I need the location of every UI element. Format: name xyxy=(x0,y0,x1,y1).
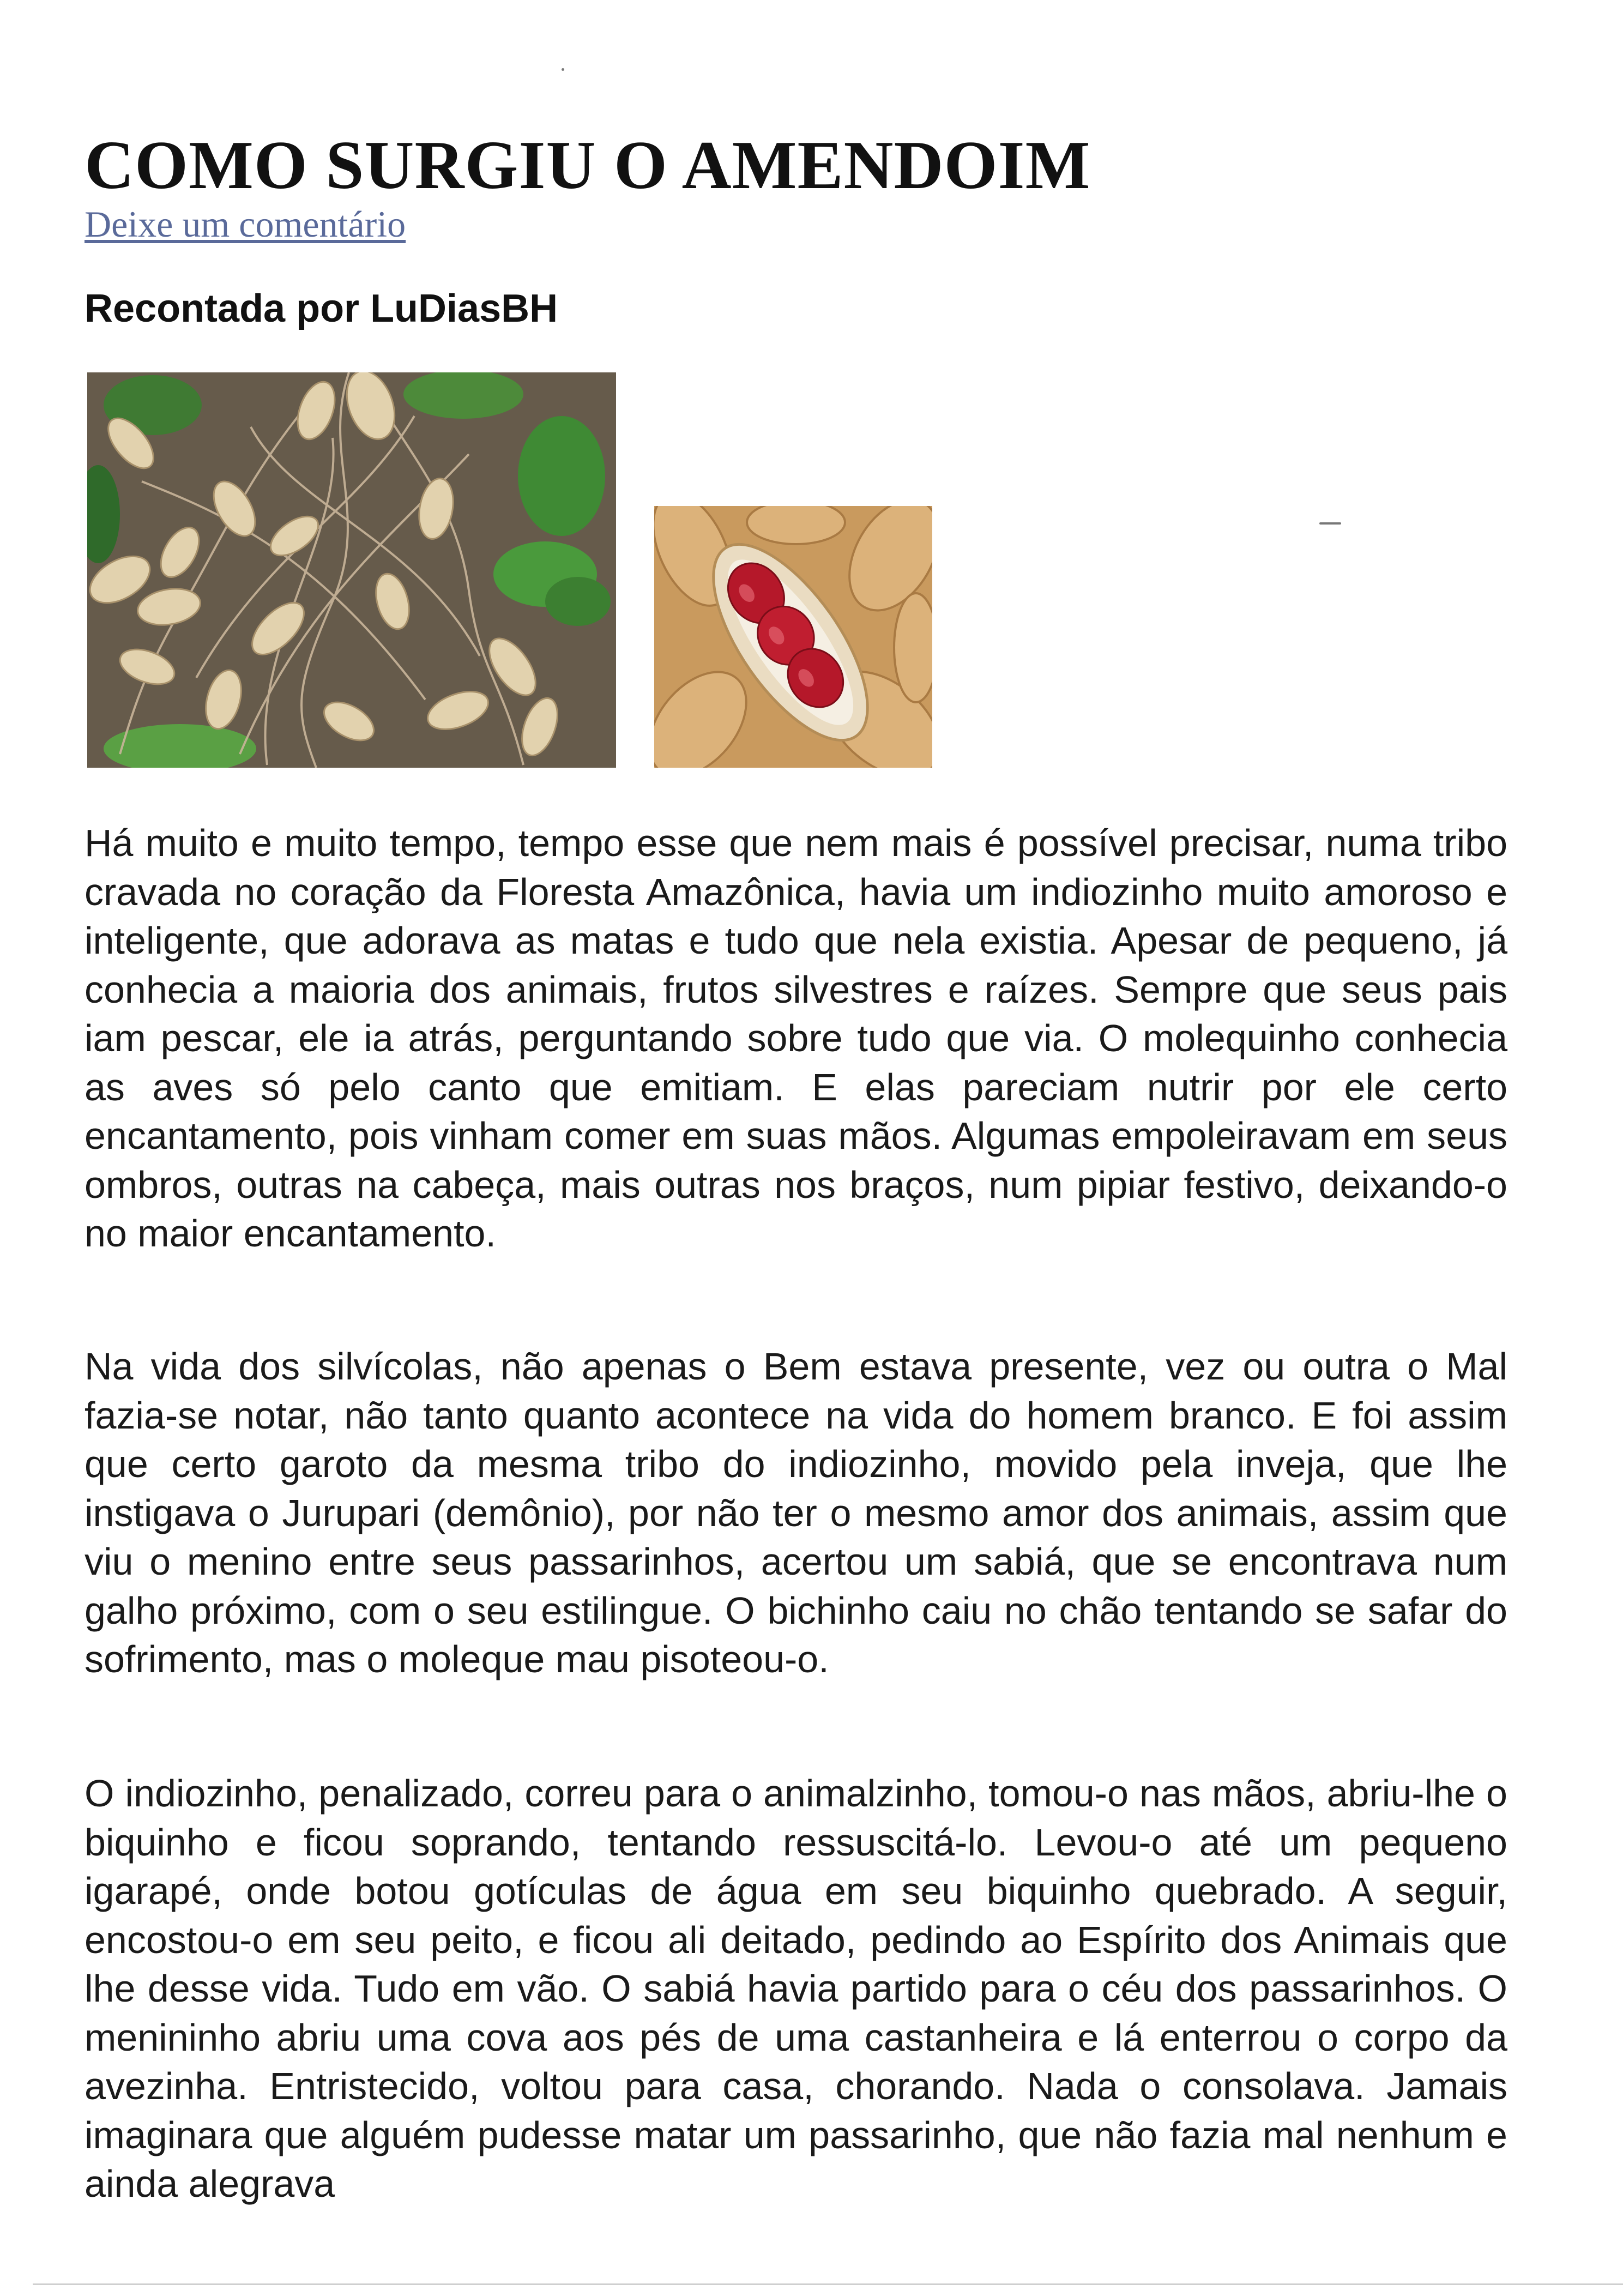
scan-mark xyxy=(1319,522,1341,525)
article-title: COMO SURGIU O AMENDOIM xyxy=(85,128,1091,203)
peanut-roots-photo xyxy=(87,372,616,768)
paragraph-2: Na vida dos silvícolas, não apenas o Bem estava presente, vez ou outra o Mal fazia-se notar, não tanto quanto acontece na vida do homem branco. E foi assim que certo garoto da mesma tribo do indiozinho, movido pela inveja, que lhe instigava o Jurupari (demônio), por não ter o mesmo amor dos animais, assim que viu o menino entre seus passarinhos, acertou um sabiá, que se encontrava num galho próximo, com o seu estilingue. O bichinho caiu no chão tentando se safar do sofrimento, mas o moleque mau pisoteou-o. xyxy=(85,1345,1507,1680)
article-byline: Recontada por LuDiasBH xyxy=(85,287,558,330)
page-bottom-rule xyxy=(33,2283,1623,2285)
leave-comment-link[interactable]: Deixe um comentário xyxy=(85,203,406,245)
peanut-shell-photo xyxy=(654,506,932,768)
paragraph-3: O indiozinho, penalizado, correu para o animalzinho, tomou-o nas mãos, abriu-lhe o biquinho e ficou soprando, tentando ressuscitá-lo. Levou-o até um pequeno igarapé, onde botou gotículas de água em seu biquinho quebrado. A seguir, encostou-o em seu peito, e ficou ali deitado, pedindo ao Espírito dos Animais que lhe desse vida. Tudo em vão. O sabiá havia partido para o céu dos passarinhos. O menininho abriu uma cova aos pés de uma castanheira e lá enterrou o corpo da avezinha. Entristecido, voltou para casa, chorando. Nada o consolava. Jamais imaginara que alguém pudesse matar um passarinho, que não fazia mal nenhum e ainda alegrava xyxy=(85,1772,1507,2205)
peanut-shell-illustration xyxy=(654,506,932,768)
scan-speck xyxy=(562,68,564,71)
paragraph-1: Há muito e muito tempo, tempo esse que nem mais é possível precisar, numa tribo cravada no coração da Floresta Amazônica, havia um indiozinho muito amoroso e inteligente, que adorava as matas e tudo que nela existia. Apesar de pequeno, já conhecia a maioria dos animais, frutos silvestres e raízes. Sempre que seus pais iam pescar, ele ia atrás, perguntando sobre tudo que via. O molequinho conhecia as aves só pelo canto que emitiam. E elas pareciam nutrir por ele certo encantamento, pois vinham comer em suas mãos. Algumas empoleiravam em seus ombros, outras na cabeça, mais outras nos braços, num pipiar festivo, deixando-o no maior encantamento. xyxy=(85,822,1507,1255)
peanut-roots-illustration xyxy=(87,372,616,768)
